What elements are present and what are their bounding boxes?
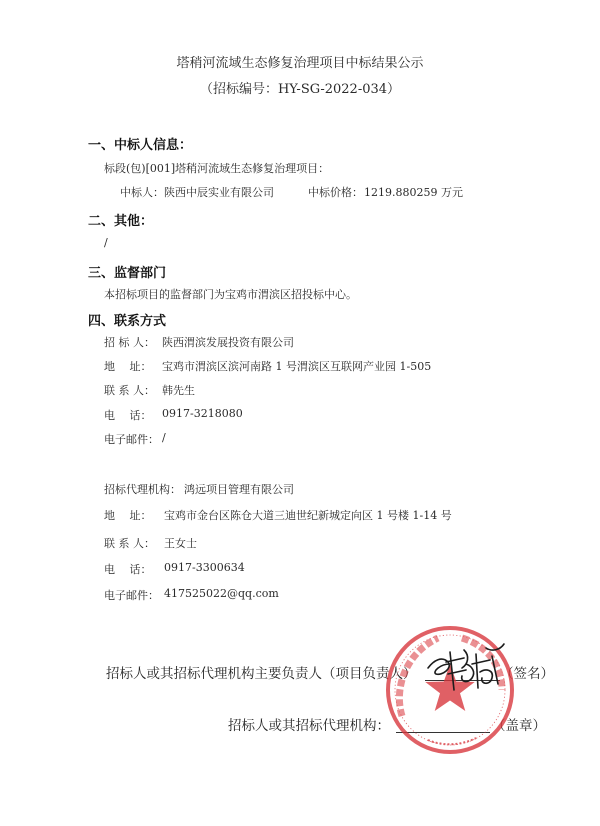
document-title: 塔稍河流域生态修复治理项目中标结果公示 — [176, 56, 424, 71]
signature-suffix: （签名） — [500, 666, 554, 682]
agency-contact-label: 联 系 人： — [104, 537, 155, 550]
handwritten-signature — [420, 634, 510, 700]
section3-content: 本招标项目的监督部门为宝鸡市渭滨区招投标中心。 — [104, 288, 357, 301]
tenderer-label: 招 标 人： — [104, 336, 155, 349]
tenderer-value: 陕西渭滨发展投资有限公司 — [162, 336, 294, 349]
seal-suffix: （盖章） — [492, 718, 546, 734]
tenderer-email-label: 电子邮件： — [104, 433, 159, 446]
tenderer-phone-label: 电 话： — [104, 409, 152, 422]
agency-email-label: 电子邮件： — [104, 589, 159, 602]
tenderer-address-label: 地 址： — [104, 360, 152, 373]
price-value: 1219.880259 万元 — [364, 186, 463, 199]
tenderer-email: / — [162, 431, 166, 444]
agency-email: 417525022@qq.com — [164, 587, 279, 600]
winner-name: 陕西中辰实业有限公司 — [164, 186, 274, 199]
tenderer-address: 宝鸡市渭滨区滨河南路 1 号渭滨区互联网产业园 1-505 — [162, 360, 432, 373]
section3-heading: 三、监督部门 — [88, 266, 167, 281]
winner-label: 中标人： — [120, 186, 164, 199]
agency-label: 招标代理机构： — [104, 483, 181, 496]
price-label: 中标价格： — [308, 186, 363, 199]
tenderer-phone: 0917-3218080 — [162, 407, 243, 420]
lot-line: 标段(包)[001]塔稍河流域生态修复治理项目： — [104, 162, 330, 175]
agency-value: 鸿远项目管理有限公司 — [184, 483, 294, 496]
agency-contact: 王女士 — [164, 537, 197, 550]
tenderer-contact: 韩先生 — [162, 384, 195, 397]
section1-heading: 一、中标人信息： — [88, 138, 193, 153]
bid-number: （招标编号：HY-SG-2022-034） — [199, 82, 401, 97]
section2-heading: 二、其他： — [88, 214, 154, 229]
agency-phone-label: 电 话： — [104, 563, 152, 576]
agency-address-label: 地 址： — [104, 509, 152, 522]
section4-heading: 四、联系方式 — [88, 314, 167, 329]
tenderer-contact-label: 联 系 人： — [104, 384, 155, 397]
agency-address: 宝鸡市金台区陈仓大道三迪世纪新城定向区 1 号楼 1-14 号 — [164, 509, 452, 522]
signature-line-label: 招标人或其招标代理机构主要负责人（项目负责人） — [106, 666, 417, 682]
agency-phone: 0917-3300634 — [164, 561, 245, 574]
section2-content: / — [104, 236, 108, 249]
seal-line-label: 招标人或其招标代理机构： — [228, 718, 390, 734]
